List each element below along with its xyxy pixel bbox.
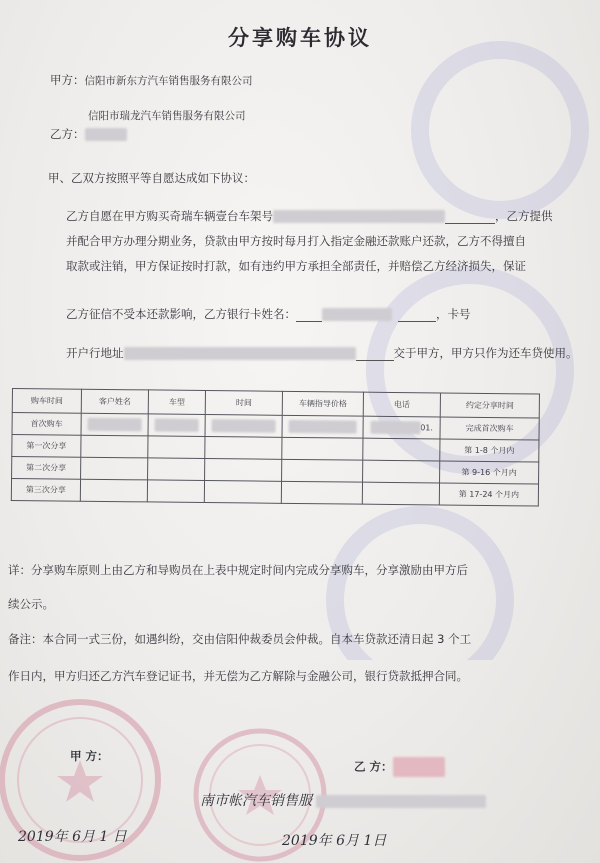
row-label: 首次购车 [12,413,81,436]
paragraph-line-3: 取款或注销，甲方保证按时打款，如有违约甲方承担全部责任，并赔偿乙方经济损失，保证 [66,259,526,273]
table-cell [148,458,205,481]
table-cell [81,413,148,436]
table-cell [205,459,282,482]
redacted-handwriting [316,795,486,808]
table-header: 约定分享时间 [440,393,539,418]
p5-text-a: 开户行地址 [66,346,124,360]
table-cell [81,457,148,480]
row-label: 第一次分享 [12,435,81,458]
table-header: 时间 [205,391,282,416]
party-a-company-1: 信阳市新东方汽车销售服务有限公司 [84,75,253,87]
paragraph-line-1 [66,208,553,224]
address-blank [356,348,394,361]
table-header: 车型 [148,390,205,415]
page-title: 分享购车协议 [228,25,372,50]
table-header: 客户姓名 [81,389,148,414]
share-table [11,388,540,507]
redacted-cell [155,418,199,431]
table-cell [363,438,440,461]
redacted-cell [370,421,420,435]
table-cell [282,459,363,482]
partial-date: 01. [420,423,434,433]
row-label: 第三次分享 [11,479,80,502]
party-a-label: 甲方： [50,73,85,87]
p1-text-b: ，乙方提供 [495,209,553,223]
redacted-cell [88,418,142,432]
table-cell [282,415,363,438]
table-header: 车辆指导价格 [282,391,363,416]
note-2-line-1: 备注：本合同一式三份，如遇纠纷，交由信阳仲裁委员会仲裁。自本车贷款还清日起 3 个工 [8,632,472,646]
table-cell [205,415,282,438]
redacted-cell [212,419,276,433]
p1-text-a: 乙方自愿在甲方购买奇瑞车辆壹台车架号 [66,209,273,223]
row-note: 第 9-16 个月内 [440,461,539,484]
date-left: 2019年 6月 1 日 [18,829,127,845]
table-cell [281,481,362,504]
handwritten-text: 南市帐汽车销售服 [200,793,312,809]
signature-party-b [354,757,445,777]
card-blank [398,309,436,322]
handwritten-company [200,790,486,810]
party-a-line [50,72,253,88]
note-1-line-2: 续公示。 [8,597,54,611]
table-cell [81,435,148,458]
row-note: 第 1-8 个月内 [440,439,539,462]
redacted-name [322,308,392,321]
party-a-company-2: 信阳市瑞龙汽车销售服务有限公司 [88,110,246,122]
table-cell [147,480,204,503]
name-blank [296,309,322,322]
table-cell [80,479,147,502]
paragraph-line-2: 并配合甲方办理分期业务，贷款由甲方按时每月打入指定金融还款账户还款，乙方不得擅自 [66,234,526,248]
paragraph-line-4 [66,306,471,322]
table-row [11,479,538,507]
redacted-bank-address [124,347,356,360]
intro-text: 甲、乙双方按照平等自愿达成如下协议： [48,171,255,185]
date-right: 2019年 6月 1日 [282,833,387,849]
redacted-signature [393,757,445,777]
table-header: 购车时间 [12,389,81,414]
p5-text-b: 交于甲方，甲方只作为还车贷使用。 [393,346,578,360]
paragraph-line-5 [66,345,578,361]
table-cell [363,416,440,439]
table-cell [282,437,363,460]
table-cell [148,436,205,459]
redacted-vin [273,210,445,223]
party-b-line [50,126,127,142]
note-1-line-1: 详：分享购车原则上由乙方和导购员在上表中规定时间内完成分享购车，分享激励由甲方后 [8,563,468,577]
party-b-sign-label: 乙 方： [354,759,393,774]
vin-blank [445,211,495,224]
table-cell [363,460,440,483]
table-cell [204,481,281,504]
redacted-cell [289,420,357,434]
p4-text-a: 乙方征信不受本还款影响，乙方银行卡姓名： [66,307,296,321]
table-cell [205,437,282,460]
row-label: 第二次分享 [12,457,81,480]
table-cell [362,482,439,505]
row-note: 完成首次购车 [440,417,539,440]
table-cell [148,414,205,437]
note-2-line-2: 作日内，甲方归还乙方汽车登记证书，并无偿为乙方解除与金融公司，银行贷款抵押合同。 [8,669,468,683]
row-note: 第 17-24 个月内 [439,483,538,506]
signature-party-a: 甲 方： [70,749,109,763]
party-b-label: 乙方： [50,127,85,141]
table-header: 电话 [363,392,440,417]
p4-text-b: ，卡号 [436,307,471,321]
redacted-party-b [85,128,127,141]
